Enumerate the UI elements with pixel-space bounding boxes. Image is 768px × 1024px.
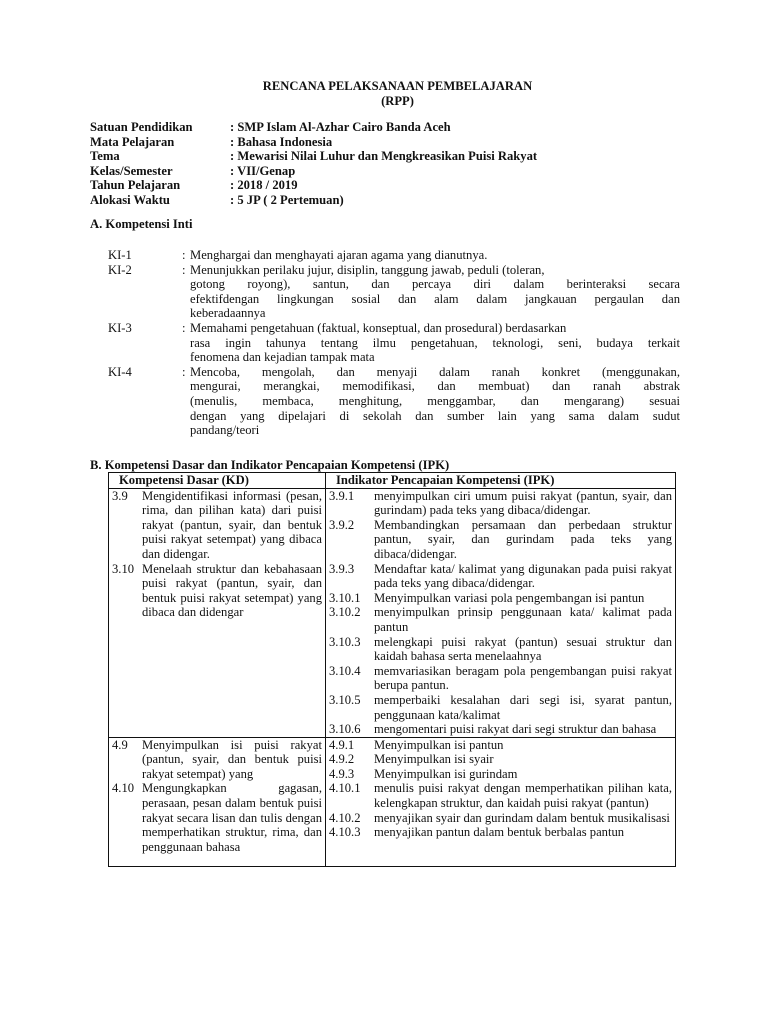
info-value: : 5 JP ( 2 Pertemuan) [230,192,344,207]
ipk-text: memvariasikan beragam pola pengembangan puisi rakyat berupa pantun. [374,663,672,693]
section-a-heading: A. Kompetensi Inti [90,217,193,231]
ipk-text: menyimpulkan prinsip penggunaan kata/ kalimat pada pantun [374,605,672,634]
header-ipk: Indikator Pencapaian Kompetensi (IPK) [326,473,676,489]
ipk-number: 4.9.2 [329,752,355,767]
table-header-row [109,473,676,489]
ki-code: KI-4 [108,364,132,379]
kd-text: Menelaah struktur dan kebahasaan puisi rakyat (pantun, syair, dan bentuk puisi rakyat setempat) yang dibaca dan didengar [142,561,322,620]
ipk-number: 3.9.3 [329,561,355,576]
ki-item: KI-2 : Menunjukkan perilaku jujur, disiplin, tanggung jawab, peduli (toleran, gotong royong), santun, dan percaya diri dalam berinteraksi secara efektifdengan lingkungan sosial dan alam dalam jangkauan pergaulan dan keberadaannya [108,262,680,321]
ki-code: KI-3 [108,320,132,335]
kd-item [112,489,322,562]
kd-item [112,738,322,782]
ipk-number: 3.10.3 [329,634,361,649]
ki-line: Menghargai dan menghayati ajaran agama yang dianutnya. [190,248,488,262]
ipk-item [329,811,672,826]
kd-number: 3.10 [112,561,135,576]
ipk-text: Menyimpulkan isi pantun [374,737,504,752]
kd-text: Mengungkapkan gagasan, perasaan, pesan dalam bentuk puisi rakyat secara lisan dan tulis dengan memperhatikan struktur, rima, dan penggunaan bahasa [142,781,322,854]
ipk-number: 3.10.2 [329,605,361,620]
ipk-item [329,693,672,722]
section-b-heading: B. Kompetensi Dasar dan Indikator Pencapaian Kompetensi (IPK) [90,458,450,472]
ipk-text: Menyimpulkan variasi pola pengembangan isi pantun [374,590,645,605]
info-row [90,120,537,135]
ki-line: Mencoba, mengolah, dan menyaji dalam ranah konkret (menggunakan, [190,364,680,379]
ipk-number: 4.10.1 [329,781,361,796]
ipk-text: memperbaiki kesalahan dari segi isi, syarat pantun, penggunaan kata/kalimat [374,692,672,722]
ipk-item [329,738,672,753]
ki-line: pandang/teori [190,423,260,438]
kd-item [112,562,322,620]
kd-cell [109,737,326,867]
ki-line: Memahami pengetahuan (faktual, konseptual, dan prosedural) berdasarkan [190,320,567,335]
ki-code: KI-2 [108,262,132,277]
ipk-text: Menyimpulkan isi gurindam [374,766,518,781]
info-row [90,193,537,208]
ipk-text: menyajikan pantun dalam bentuk berbalas pantun [374,825,625,840]
ipk-text: menulis puisi rakyat dengan memperhatikan pilihan kata, kelengkapan struktur, dan kaidah puisi rakyat (pantun) [374,781,672,811]
ipk-number: 3.9.1 [329,488,355,503]
info-key: Tahun Pelajaran [90,178,181,193]
title-line-1: RENCANA PELAKSANAAN PEMBELAJARAN [262,79,533,93]
info-key: Kelas/Semester [90,163,173,178]
ipk-item [329,722,672,737]
document-title [0,79,768,108]
ki-line: Menunjukkan perilaku jujur, disiplin, tanggung jawab, peduli (toleran, [190,262,545,277]
ipk-text: Menyimpulkan isi syair [374,752,494,767]
header-kd: Kompetensi Dasar (KD) [109,473,326,489]
ipk-item [329,825,672,840]
identity-block [90,120,537,208]
ki-line: (menulis, membaca, menghitung, menggambar, dan mengarang) sesuai [190,393,680,408]
ipk-number: 3.10.6 [329,722,361,737]
ipk-number: 4.10.3 [329,825,361,840]
ipk-text: menyimpulkan ciri umum puisi rakyat (pantun, syair, dan gurindam) pada teks yang dibaca/didengar. [374,488,672,518]
kd-text: Menyimpulkan isi puisi rakyat (pantun, syair, dan bentuk puisi rakyat setempat) yang [142,737,322,781]
title-line-2: (RPP) [381,93,414,108]
ki-line: rasa ingin tahunya tentang ilmu pengetahuan, teknologi, seni, budaya terkait [190,335,680,350]
kd-cell [109,488,326,737]
kd-number: 4.9 [112,737,128,752]
ki-item: KI-3 : Memahami pengetahuan (faktual, konseptual, dan prosedural) berdasarkan rasa ingin tahunya tentang ilmu pengetahuan, teknologi, seni, budaya terkait fenomena dan kejadian tampak mata [108,320,680,365]
kd-ipk-table [108,472,676,867]
ipk-number: 4.10.2 [329,810,361,825]
ipk-number: 4.9.1 [329,737,355,752]
info-row [90,178,537,193]
ipk-item [329,635,672,664]
ipk-item [329,664,672,693]
ipk-text: mengomentari puisi rakyat dari segi struktur dan bahasa [374,722,657,737]
ipk-item [329,767,672,782]
ki-line: mengurai, merangkai, memodifikasi, dan membuat) dan ranah abstrak [190,379,680,394]
info-key: Mata Pelajaran [90,134,175,149]
ipk-item [329,752,672,767]
ipk-item [329,489,672,518]
ki-code: KI-1 [108,248,132,262]
ipk-cell [326,488,676,737]
ipk-item [329,591,672,606]
kd-number: 3.9 [112,488,128,503]
info-value: : Bahasa Indonesia [230,134,333,149]
info-value: : VII/Genap [230,163,296,178]
kd-text: Mengidentifikasi informasi (pesan, rima, dan pilihan kata) dari puisi rakyat (pantun, syair, dan bentuk puisi rakyat setempat) yang dibaca dan didengar. [142,488,322,561]
ipk-number: 3.10.4 [329,663,361,678]
ki-line: gotong royong), santun, dan percaya diri dalam berinteraksi secara [190,277,680,292]
ki-line: keberadaannya [190,306,266,321]
info-key: Satuan Pendidikan [90,120,193,134]
ipk-cell [326,737,676,867]
table-row [109,488,676,737]
ipk-text: melengkapi puisi rakyat (pantun) sesuai struktur dan kaidah bahasa serta menelaahnya [374,634,672,664]
ipk-item [329,605,672,634]
ipk-text: menyajikan syair dan gurindam dalam bentuk musikalisasi [374,810,670,825]
info-row [90,149,537,164]
info-key: Alokasi Waktu [90,192,170,207]
kd-number: 4.10 [112,781,135,796]
ipk-item [329,781,672,810]
ki-item: KI-4 : Mencoba, mengolah, dan menyaji dalam ranah konkret (menggunakan, mengurai, merangkai, memodifikasi, dan membuat) dan ranah abstrak (menulis, membaca, menghitung, menggambar, dan mengarang) sesuai dengan yang dipelajari di sekolah dan sumber lain yang sama dalam sudut pandang/teori [108,364,680,438]
ipk-number: 4.9.3 [329,766,355,781]
kompetensi-inti-list [108,248,680,438]
ipk-text: Mendaftar kata/ kalimat yang digunakan pada puisi rakyat pada teks yang dibaca/didengar. [374,561,672,591]
info-row [90,164,537,179]
info-value: : Mewarisi Nilai Luhur dan Mengkreasikan Puisi Rakyat [230,149,538,164]
info-row [90,135,537,150]
ki-line: efektifdengan lingkungan sosial dan alam dalam jangkauan pergaulan dan [190,291,680,306]
info-key: Tema [90,149,120,164]
ipk-item [329,518,672,562]
kd-item [112,781,322,854]
ki-line: dengan yang dipelajari di sekolah dan sumber lain yang sama dalam sudut [190,408,680,423]
ipk-text: Membandingkan persamaan dan perbedaan struktur pantun, syair, dan gurindam pada teks yang dibaca/didengar. [374,517,672,561]
ipk-number: 3.9.2 [329,517,355,532]
table-row [109,737,676,867]
info-value: : SMP Islam Al-Azhar Cairo Banda Aceh [230,120,451,134]
ki-item: KI-1 : Menghargai dan menghayati ajaran agama yang dianutnya. [108,248,680,263]
info-value: : 2018 / 2019 [230,178,298,193]
ipk-number: 3.10.5 [329,692,361,707]
ipk-number: 3.10.1 [329,590,361,605]
ipk-item [329,562,672,591]
ki-line: fenomena dan kejadian tampak mata [190,350,375,365]
